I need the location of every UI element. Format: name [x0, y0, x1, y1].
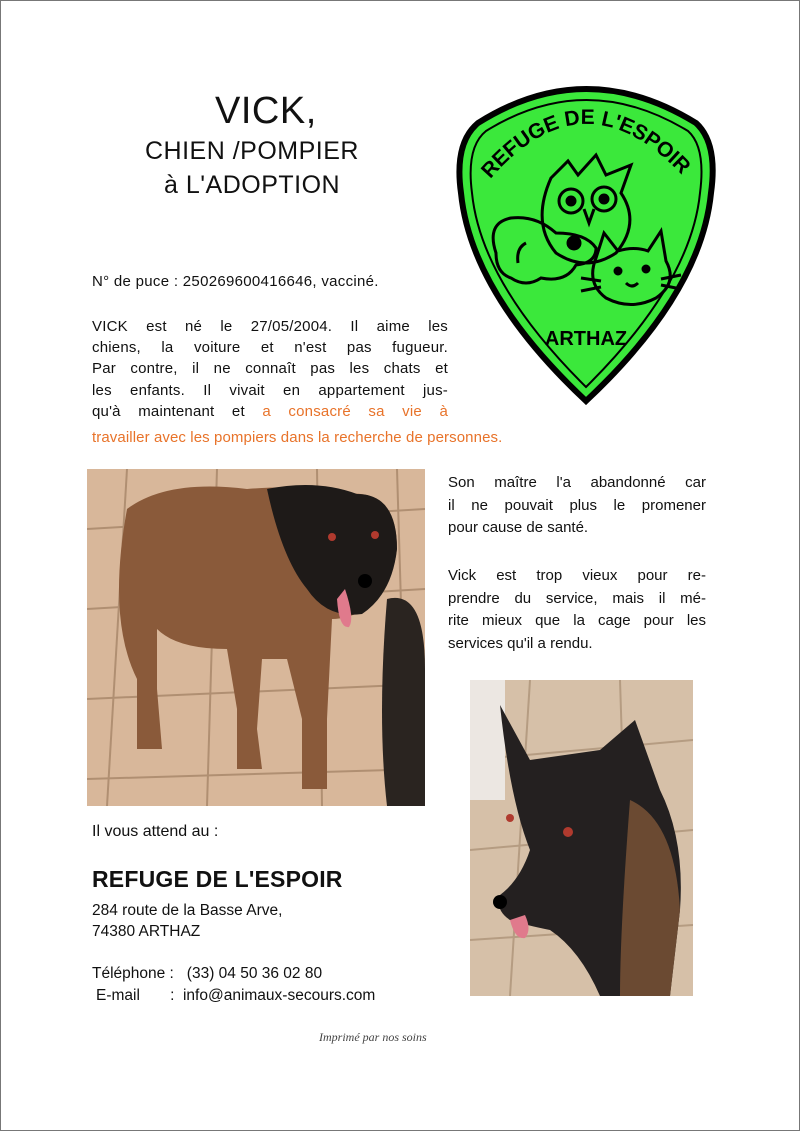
description-line: Par contre, il ne connaît pas les chats et	[92, 360, 448, 378]
title-subtitle-adoption: à L'ADOPTION	[164, 171, 341, 199]
side-line: il ne pouvait plus le promener	[448, 496, 706, 514]
logo-badge-shape	[459, 89, 712, 401]
description-paragraph	[92, 316, 448, 422]
description-line	[92, 401, 448, 422]
footer-note: Imprimé par nos soins	[319, 1030, 427, 1044]
contact-intro: Il vous attend au :	[92, 823, 219, 840]
description-line: chiens, la voiture et n'est pas fugueur.	[92, 339, 448, 357]
side-paragraph-1	[448, 472, 706, 540]
description-line: VICK est né le 27/05/2004. Il aime les	[92, 318, 448, 335]
highlight-text: a consacré sa vie à	[262, 402, 449, 420]
side-line: Son maître l'a abandonné car	[448, 474, 706, 491]
highlight-line: travailler avec les pompiers dans la recherche de personnes.	[92, 429, 503, 446]
refuge-logo	[456, 83, 716, 405]
description-line: les enfants. Il vivait en appartement jus-	[92, 381, 448, 399]
logo-top-text: REFUGE DE L'ESPOIR	[476, 105, 695, 183]
description-text: qu'à maintenant et	[92, 402, 263, 420]
side-line: pour cause de santé.	[448, 519, 589, 536]
dog-photo-standing	[87, 469, 425, 806]
side-line: prendre du service, mais il mé-	[448, 589, 706, 607]
phone-line: Téléphone : (33) 04 50 36 02 80	[92, 965, 323, 982]
side-line: services qu'il a rendu.	[448, 634, 593, 652]
address-line-1: 284 route de la Basse Arve,	[92, 902, 283, 919]
chip-number: N° de puce : 250269600416646, vacciné.	[92, 273, 379, 290]
side-line: rite mieux que la cage pour les	[448, 612, 706, 629]
dog-name-title: VICK,	[215, 90, 317, 132]
refuge-name: REFUGE DE L'ESPOIR	[92, 866, 343, 892]
address-line-2: 74380 ARTHAZ	[92, 923, 201, 940]
logo-bottom-text: ARTHAZ	[544, 328, 628, 350]
email-line: E-mail : info@animaux-secours.com	[96, 987, 376, 1004]
side-paragraph-2	[448, 565, 706, 655]
side-line: Vick est trop vieux pour re-	[448, 567, 706, 584]
title-subtitle-role: CHIEN /POMPIER	[145, 137, 359, 165]
dog-photo-closeup	[470, 680, 693, 996]
